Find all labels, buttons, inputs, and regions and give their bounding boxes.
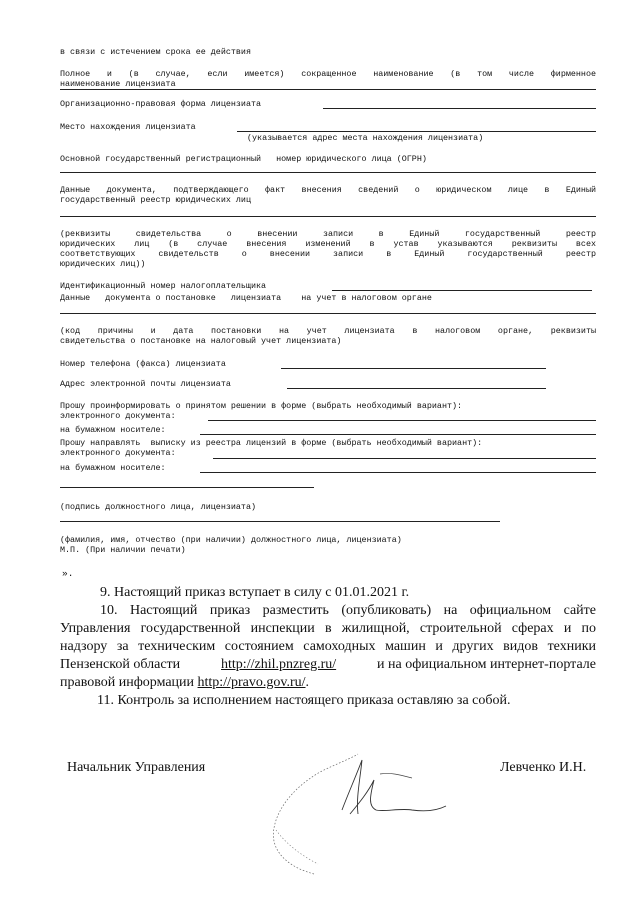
clause-text: правовой информации <box>60 675 195 690</box>
clause-text: и на официальном интернет-портале <box>377 657 596 672</box>
fill-line <box>332 290 592 291</box>
order-clause-10-line3: надзору за техническим состоянием самоходных машин и других видов техники <box>60 639 596 654</box>
form-line-email: Адрес электронной почты лицензиата <box>60 379 231 389</box>
form-line-signature-caption: (подпись должностного лица, лицензиата) <box>60 502 257 512</box>
clause-text: . <box>305 675 309 690</box>
fill-line <box>208 420 596 421</box>
clause-text: Пензенской области <box>60 657 181 672</box>
fill-line <box>60 313 596 314</box>
form-line-extract-request: Прошу направлять выписку из реестра лицензий в форме (выбрать необходимый вариант): <box>60 438 483 448</box>
order-clause-10-line5 <box>60 673 309 692</box>
form-line-registry-req-1: (реквизиты свидетельства о внесении записи в Единый государственный реестр <box>60 229 596 239</box>
fill-line <box>60 216 596 217</box>
form-line-inn: Идентификационный номер налогоплательщика <box>60 281 267 291</box>
signatory-name: Левченко И.Н. <box>500 760 587 775</box>
pravo-portal-link[interactable]: http://pravo.gov.ru/ <box>197 675 306 690</box>
form-line-fullname-cont: наименование лицензиата <box>60 79 176 89</box>
form-line-name-caption: (фамилия, имя, отчество (при наличии) должностного лица, лицензиата) <box>60 535 402 545</box>
order-clause-10-line2: Управления государственной инспекции в жилищной, строительной сферах и по <box>60 621 596 636</box>
form-line-extract-paper: на бумажном носителе: <box>60 463 166 473</box>
form-line-tax-req-2: свидетельства о постановке на налоговый учет лицензиата) <box>60 336 342 346</box>
form-line-legal-form: Организационно-правовая форма лицензиата <box>60 99 262 109</box>
order-clause-10-line4 <box>60 655 596 674</box>
fill-line <box>60 89 596 90</box>
form-closing-quote: ». <box>62 568 74 579</box>
form-line-tax-req-1: (код причины и дата постановки на учет лицензиата в налоговом органе, реквизиты <box>60 326 596 336</box>
form-line-registry-doc-cont: государственный реестр юридических лиц <box>60 195 251 205</box>
order-clause-10: 10. Настоящий приказ разместить (опубликовать) на официальном сайте <box>100 603 596 618</box>
fill-line <box>323 108 596 109</box>
order-clause-9: 9. Настоящий приказ вступает в силу с 01.01.2021 г. <box>100 585 410 600</box>
form-line-registry-req-3: соответствующих свидетельств о внесении записи в Единый государственный реестр <box>60 249 596 259</box>
form-line-registry-doc: Данные документа, подтверждающего факт внесения сведений о юридическом лице в Единый <box>60 185 596 195</box>
fill-line <box>60 172 596 173</box>
form-line-phone: Номер телефона (факса) лицензиата <box>60 359 226 369</box>
fill-line <box>200 434 596 435</box>
form-line-location-note: (указывается адрес места нахождения лицензиата) <box>247 133 484 143</box>
fill-line <box>237 131 596 132</box>
form-line-inform-paper: на бумажном носителе: <box>60 425 166 435</box>
name-line <box>60 521 500 522</box>
form-line-inform-electronic: электронного документа: <box>60 411 176 421</box>
form-line-tax-doc: Данные документа о постановке лицензиата на учет в налоговом органе <box>60 293 432 303</box>
fill-line <box>200 472 596 473</box>
form-line-ogrn: Основной государственный регистрационный номер юридического лица (ОГРН) <box>60 154 427 164</box>
form-line-fullname: Полное и (в случае, если имеется) сокращенное наименование (в том числе фирменное <box>60 69 596 79</box>
fill-line <box>281 368 546 369</box>
signature-line <box>60 487 314 488</box>
zhil-site-link[interactable]: http://zhil.pnzreg.ru/ <box>221 657 337 672</box>
form-line-expiry: в связи с истечением срока ее действия <box>60 47 251 57</box>
order-clause-11: 11. Контроль за исполнением настоящего приказа оставляю за собой. <box>97 693 511 708</box>
fill-line <box>287 388 546 389</box>
form-line-registry-req-2: юридических лиц (в случае внесения изменений в устав указываются реквизиты всех <box>60 239 596 249</box>
form-line-stamp: М.П. (При наличии печати) <box>60 545 186 555</box>
signatory-position: Начальник Управления <box>67 760 206 775</box>
form-line-location: Место нахождения лицензиата <box>60 122 196 132</box>
form-line-extract-electronic: электронного документа: <box>60 448 176 458</box>
form-line-inform-request: Прошу проинформировать о принятом решении в форме (выбрать необходимый вариант): <box>60 401 463 411</box>
fill-line <box>213 458 596 459</box>
form-line-registry-req-4: юридических лиц)) <box>60 259 146 269</box>
handwritten-signature <box>262 744 452 884</box>
